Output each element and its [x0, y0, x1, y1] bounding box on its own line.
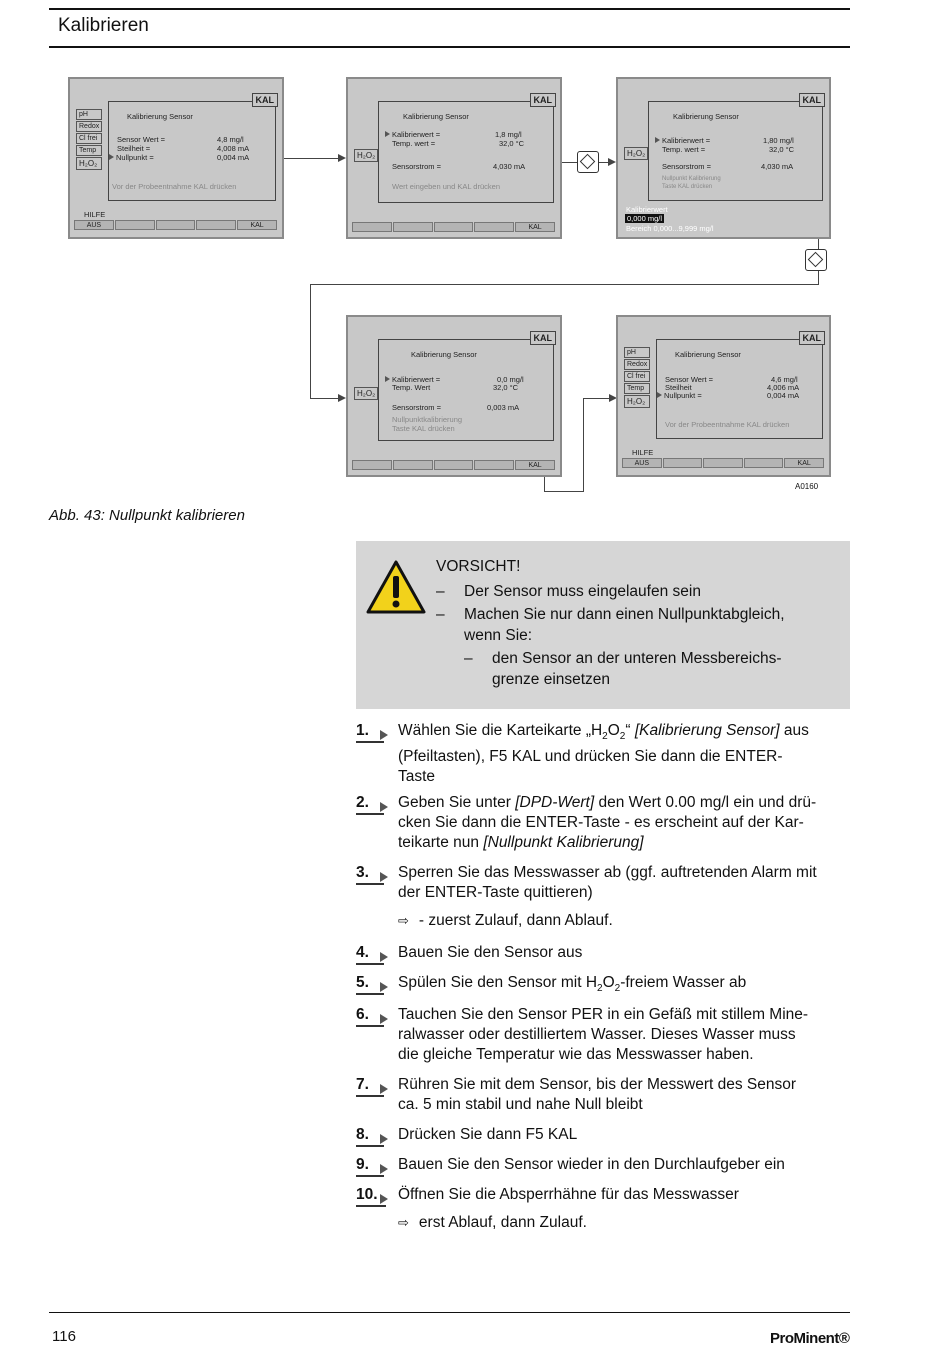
- flow-line: [583, 398, 584, 492]
- row-label: Steilheit =: [117, 144, 151, 153]
- flow-line: [544, 477, 545, 492]
- row-value: 32,0 °C: [493, 383, 519, 392]
- warning-subbullet-cont: grenze einsetzen: [492, 671, 611, 688]
- flow-line: [310, 284, 311, 398]
- tab-column: [624, 347, 650, 409]
- step-text: Wählen Sie die Karteikarte $„H_2O_2“$ [Kalibrierung Sensor] aus (Pfeiltasten), F5 KAL und drücken Sie dann die ENTER- Taste: [398, 722, 809, 786]
- row-label: Kalibrierwert =: [655, 136, 710, 145]
- row-value: 32,0 °C: [499, 139, 525, 148]
- cursor-icon: [385, 376, 390, 382]
- warning-bullet: Machen Sie nur dann einen Nullpunktabgleich,: [464, 606, 785, 623]
- tab-h2o2: H₂O₂: [624, 147, 648, 160]
- screen-card: [656, 339, 823, 439]
- hint-text: Taste KAL drücken: [662, 184, 713, 190]
- tab-column: [354, 149, 378, 163]
- enter-key-icon: [577, 151, 599, 173]
- tab-h2o2: H₂O₂: [624, 395, 650, 408]
- f1-top-label: HILFE: [632, 448, 654, 457]
- arrow-head-icon: [608, 158, 616, 166]
- result-arrow-icon: ⇨: [398, 1215, 409, 1230]
- tab-column: [76, 109, 102, 171]
- cursor-icon: [657, 392, 662, 398]
- f5-key: KAL: [784, 458, 824, 468]
- function-key-bar: [352, 222, 556, 232]
- f2-key: [663, 458, 703, 468]
- step-text: Sperren Sie das Messwasser ab (ggf. auftretenden Alarm mit der ENTER-Taste quittieren): [398, 864, 817, 901]
- row-label: Steilheit: [665, 383, 692, 392]
- warning-box: [356, 541, 850, 709]
- f1-top-label: HILFE: [84, 210, 106, 219]
- cursor-icon: [655, 137, 660, 143]
- step-number: 8.: [356, 1125, 384, 1147]
- step-number: 7.: [356, 1075, 384, 1097]
- screen-card: [378, 339, 554, 441]
- row-value: 4,008 mA: [217, 144, 250, 153]
- result-arrow-icon: ⇨: [398, 913, 409, 928]
- f4-key: [474, 460, 514, 470]
- step-10-result: ⇨ erst Ablauf, dann Zulauf.: [398, 1214, 587, 1231]
- flow-line: [284, 158, 342, 159]
- row-value: 0,003 mA: [487, 403, 520, 412]
- warning-bullet-cont: wenn Sie:: [464, 627, 533, 644]
- f1-key: [352, 222, 392, 232]
- row-label: Kalibrierwert =: [385, 130, 440, 139]
- tab-column: [354, 387, 378, 401]
- f2-key: [393, 460, 433, 470]
- step-text: Bauen Sie den Sensor aus: [398, 944, 583, 961]
- kal-label: KAL: [530, 331, 557, 345]
- row-value: 0,004 mA: [217, 153, 250, 162]
- step-number: 9.: [356, 1155, 384, 1177]
- row-label: Sensor Wert =: [117, 135, 166, 144]
- step-text: Öffnen Sie die Absperrhähne für das Messwasser: [398, 1186, 739, 1203]
- f5-key: KAL: [515, 222, 555, 232]
- entry-range: Bereich 0,000...9,999 mg/l: [626, 224, 714, 233]
- tab-column: [624, 147, 648, 161]
- row-label: Temp. wert =: [392, 139, 436, 148]
- warning-subbullet: den Sensor an der unteren Messbereichs-: [492, 650, 782, 667]
- f5-key: KAL: [237, 220, 277, 230]
- hint-text: Nullpunkt Kalibrierung: [662, 176, 721, 182]
- step-text: Rühren Sie mit dem Sensor, bis der Messwert des Sensor ca. 5 min stabil und nahe Null bleibt: [398, 1076, 797, 1113]
- warning-title: VORSICHT!: [436, 558, 521, 575]
- device-screen-1: [68, 77, 284, 239]
- kal-label: KAL: [799, 93, 826, 107]
- tab-ph: pH: [76, 109, 102, 120]
- row-label: Nullpunkt =: [109, 153, 154, 162]
- function-key-bar: [622, 458, 825, 468]
- card-title: Kalibrierung Sensor: [403, 112, 469, 121]
- flow-line: [310, 284, 819, 285]
- step-number: 2.: [356, 793, 384, 815]
- hint-text: Wert eingeben und KAL drücken: [392, 182, 500, 191]
- dash-glyph: –: [436, 583, 445, 600]
- entry-value: 0,000 mg/l: [627, 214, 663, 223]
- warning-triangle-icon: [365, 559, 427, 615]
- step-number: 1.: [356, 721, 384, 743]
- row-value: 4,006 mA: [767, 383, 800, 392]
- step-number: 6.: [356, 1005, 384, 1027]
- row-label: Kalibrierwert =: [385, 375, 440, 384]
- f4-key: [196, 220, 236, 230]
- screen-card: [648, 101, 823, 201]
- step-text: Geben Sie unter [DPD-Wert] den Wert 0.00 mg/l ein und drü- cken Sie dann die ENTER-Taste - es erscheint auf der Kar- teikarte nun [Nullpunkt Kalibrierung]: [398, 794, 817, 851]
- footer-rule: [49, 1312, 850, 1313]
- flow-line: [818, 271, 819, 285]
- flow-line: [544, 491, 584, 492]
- step-number: 5.: [356, 973, 384, 995]
- card-title: Kalibrierung Sensor: [673, 112, 739, 121]
- device-screen-3: [616, 77, 831, 239]
- device-screen-4: [346, 315, 562, 477]
- step-text: Tauchen Sie den Sensor PER in ein Gefäß mit stillem Mine- ralwasser oder destilliertem Wasser. Dieses Wasser muss die gleiche Temperatur wie das Messwasser haben.: [398, 1006, 809, 1063]
- tab-temp: Temp: [624, 383, 650, 394]
- row-value: 32,0 °C: [769, 145, 795, 154]
- row-value: 4,030 mA: [761, 162, 794, 171]
- row-value: 0,004 mA: [767, 391, 800, 400]
- f3-key: [434, 222, 474, 232]
- row-label: Sensorstrom =: [392, 403, 441, 412]
- f3-key: [434, 460, 474, 470]
- cursor-icon: [385, 131, 390, 137]
- page-title: Kalibrieren: [58, 15, 149, 36]
- brand-logo: ProMinent®: [770, 1330, 850, 1347]
- warning-bullet: Der Sensor muss eingelaufen sein: [464, 583, 701, 600]
- row-value: 0,0 mg/l: [497, 375, 524, 384]
- device-screen-2: [346, 77, 562, 239]
- kal-label: KAL: [799, 331, 826, 345]
- dash-glyph: –: [464, 650, 473, 667]
- hint-text: Vor der Probeentnahme KAL drücken: [112, 182, 237, 191]
- kal-label: KAL: [252, 93, 279, 107]
- row-value: 4,030 mA: [493, 162, 526, 171]
- figure-code: A0160: [795, 482, 819, 491]
- card-title: Kalibrierung Sensor: [127, 112, 193, 121]
- entry-label: Kalibrierwert: [626, 205, 668, 214]
- step-text: Drücken Sie dann F5 KAL: [398, 1126, 578, 1143]
- tab-h2o2: H₂O₂: [76, 157, 102, 170]
- row-label: Temp. Wert: [392, 383, 431, 392]
- step-text: Bauen Sie den Sensor wieder in den Durchlaufgeber ein: [398, 1156, 785, 1173]
- tab-ph: pH: [624, 347, 650, 358]
- top-rule: [49, 8, 850, 10]
- f1-key: [352, 460, 392, 470]
- tab-redox: Redox: [76, 121, 102, 132]
- tab-h2o2: H₂O₂: [354, 149, 378, 162]
- hint-text: Nullpunktkalibrierung: [392, 415, 463, 424]
- function-key-bar: [352, 460, 556, 470]
- row-label: Sensor Wert =: [665, 375, 714, 384]
- hint-text: Vor der Probeentnahme KAL drücken: [665, 420, 790, 429]
- f4-key: [744, 458, 784, 468]
- f3-key: [703, 458, 743, 468]
- step-number: 4.: [356, 943, 384, 965]
- row-value: 1,80 mg/l: [763, 136, 794, 145]
- card-title: Kalibrierung Sensor: [411, 350, 477, 359]
- f2-key: [115, 220, 155, 230]
- f1-key: AUS: [622, 458, 662, 468]
- step-text: Spülen Sie den Sensor mit $H_2O_2$-freiem Wasser ab: [398, 974, 747, 995]
- row-label: Temp. wert =: [662, 145, 706, 154]
- function-key-bar: [74, 220, 278, 230]
- tab-temp: Temp: [76, 145, 102, 156]
- row-value: 1,8 mg/l: [495, 130, 522, 139]
- row-value: 4,6 mg/l: [771, 375, 798, 384]
- dash-glyph: –: [436, 606, 445, 623]
- device-screen-5: [616, 315, 831, 477]
- row-label: Sensorstrom =: [392, 162, 441, 171]
- row-label: Sensorstrom =: [662, 162, 711, 171]
- page-number: 116: [52, 1328, 76, 1345]
- arrow-head-icon: [338, 154, 346, 162]
- tab-cl-frei: Cl frei: [76, 133, 102, 144]
- f3-key: [156, 220, 196, 230]
- step-number: 3.: [356, 863, 384, 885]
- row-label: Nullpunkt =: [657, 391, 702, 400]
- screen-card: [108, 101, 276, 201]
- screen-card: [378, 101, 554, 203]
- enter-key-icon: [805, 249, 827, 271]
- figure-caption: Abb. 43: Nullpunkt kalibrieren: [49, 507, 245, 524]
- f5-key: KAL: [515, 460, 555, 470]
- f4-key: [474, 222, 514, 232]
- cursor-icon: [109, 154, 114, 160]
- row-value: 4,8 mg/l: [217, 135, 244, 144]
- tab-redox: Redox: [624, 359, 650, 370]
- tab-cl-frei: Cl frei: [624, 371, 650, 382]
- header-rule: [49, 46, 850, 48]
- kal-label: KAL: [530, 93, 557, 107]
- hint-text: Taste KAL drücken: [392, 424, 455, 433]
- tab-h2o2: H₂O₂: [354, 387, 378, 400]
- f2-key: [393, 222, 433, 232]
- step-number: 10.: [356, 1185, 386, 1207]
- f1-key: AUS: [74, 220, 114, 230]
- arrow-head-icon: [338, 394, 346, 402]
- card-title: Kalibrierung Sensor: [675, 350, 741, 359]
- step-3-result: ⇨ - zuerst Zulauf, dann Ablauf.: [398, 912, 613, 929]
